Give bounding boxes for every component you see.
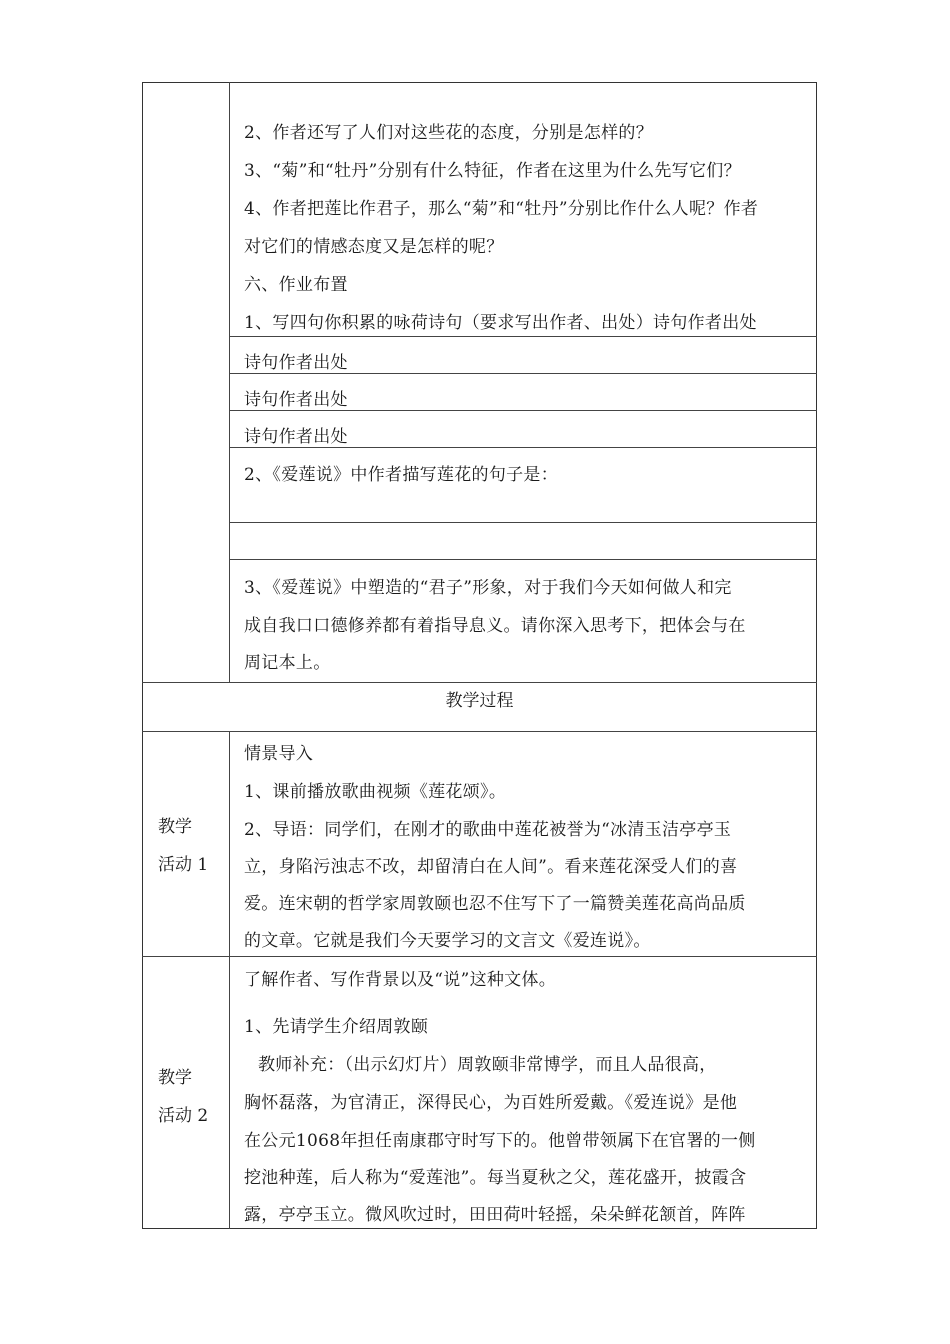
blank-row-label: 诗句作者出处 <box>244 353 348 373</box>
activity2-line: 了解作者、写作背景以及“说”这种文体。 <box>244 970 557 990</box>
column-divider-top <box>229 82 230 682</box>
question-line: 对它们的情感态度又是怎样的呢？ <box>244 237 504 257</box>
activity2-line: 胸怀磊落，为官清正，深得民心，为百姓所爱戴。《爱连说》是他 <box>244 1093 738 1113</box>
homework-item: 成自我口口德修养都有着指导息义。请你深入思考下，把体会与在 <box>244 616 746 636</box>
question-line: 3、“菊”和“牡丹”分别有什么特征，作者在这里为什么先写它们？ <box>244 161 741 181</box>
activity1-line: 1、课前播放歌曲视频《莲花颂》。 <box>244 782 507 802</box>
activity2-line: 露，亭亭玉立。微风吹过时，田田荷叶轻摇，朵朵鲜花颔首，阵阵 <box>244 1205 746 1225</box>
homework-item: 2、《爱莲说》中作者描写莲花的句子是： <box>244 465 559 485</box>
activity1-label: 活动 1 <box>158 855 209 875</box>
activity2-line: 教师补充：（出示幻灯片）周敦颐非常博学，而且人品很高， <box>258 1055 717 1075</box>
row-divider <box>229 410 817 411</box>
activity1-line: 的文章。它就是我们今天要学习的文言文《爱连说》。 <box>244 931 651 951</box>
row-divider <box>142 731 817 732</box>
activity2-label: 活动 2 <box>158 1106 209 1126</box>
row-divider <box>142 956 817 957</box>
row-divider <box>229 447 817 448</box>
process-header: 教学过程 <box>445 691 514 711</box>
blank-row-label: 诗句作者出处 <box>244 390 348 410</box>
row-divider <box>229 522 817 523</box>
homework-item: 周记本上。 <box>244 653 331 673</box>
activity2-line: 1、先请学生介绍周敦颐 <box>244 1017 429 1037</box>
question-line: 2、作者还写了人们对这些花的态度，分别是怎样的？ <box>244 123 654 143</box>
row-divider <box>229 559 817 560</box>
homework-item: 1、写四句你积累的咏荷诗句（要求写出作者、出处）诗句作者出处 <box>244 313 757 333</box>
activity1-line: 2、导语：同学们，在刚才的歌曲中莲花被誉为“冰清玉洁亭亭玉 <box>244 820 732 840</box>
row-divider <box>142 682 817 683</box>
activity2-label: 教学 <box>158 1068 192 1088</box>
activity1-line: 爱。连宋朝的哲学家周敦颐也忍不住写下了一篇赞美莲花高尚品质 <box>244 894 746 914</box>
homework-item: 3、《爱莲说》中塑造的“君子”形象，对于我们今天如何做人和完 <box>244 578 732 598</box>
blank-row-label: 诗句作者出处 <box>244 427 348 447</box>
row-divider <box>229 373 817 374</box>
row-divider <box>229 336 817 337</box>
question-line: 4、作者把莲比作君子，那么“菊”和“牡丹”分别比作什么人呢？作者 <box>244 199 759 219</box>
section-heading: 六、作业布置 <box>244 275 348 295</box>
activity1-line: 立，身陷污浊志不改，却留清白在人间”。看来莲花深受人们的喜 <box>244 857 738 877</box>
activity1-line: 情景导入 <box>244 744 314 764</box>
activity2-line: 挖池种莲，后人称为“爱莲池”。每当夏秋之父，莲花盛开，披霞含 <box>244 1168 747 1188</box>
activity2-line: 在公元1068年担任南康郡守时写下的。他曾带领属下在官署的一侧 <box>244 1131 756 1151</box>
activity1-label: 教学 <box>158 817 192 837</box>
column-divider-bottom <box>229 731 230 1229</box>
